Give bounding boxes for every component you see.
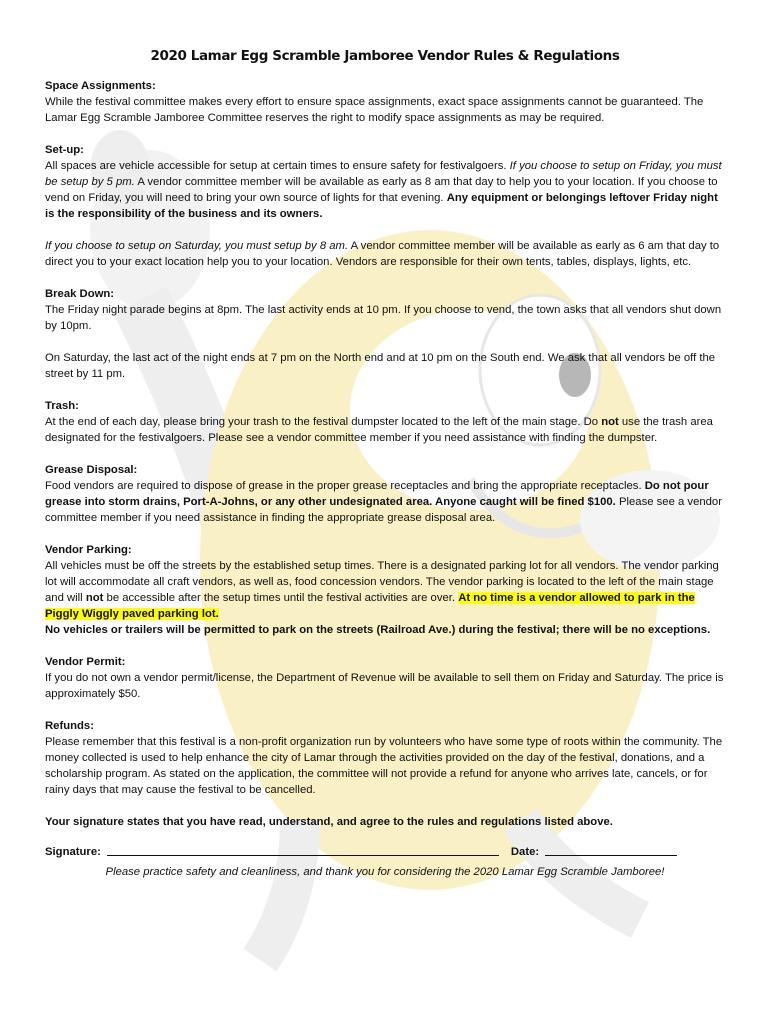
- closing-note: Please practice safety and cleanliness, and thank you for considering the 2020 Lamar Egg Scramble Jamboree!: [105, 866, 665, 878]
- breakdown-saturday-text: On Saturday, the last act of the night ends at 7 pm on the North end and at 10 pm on the South end. We ask that all vendors be off the street by 11 pm.: [45, 352, 716, 380]
- setup-friday-deadline: If you choose to setup on Friday, you must be setup by 5 pm.: [45, 160, 722, 188]
- signature-field[interactable]: [107, 844, 499, 856]
- grease-text-part: Food vendors are required to dispose of grease in the proper grease receptacles and bring the appropriate receptacles.: [45, 480, 645, 492]
- setup-section: [45, 142, 725, 270]
- date-label: Date:: [510, 846, 540, 858]
- vendor-rules-document: [45, 48, 725, 880]
- signature-row: [45, 844, 725, 860]
- parking-heading: Vendor Parking:: [45, 544, 132, 556]
- agreement-statement: Your signature states that you have read, understand, and agree to the rules and regulations listed above.: [45, 816, 613, 828]
- trash-section: [45, 398, 725, 446]
- parking-section: [45, 542, 725, 638]
- parking-text-part: All vehicles must be off the streets by the established setup times. There is a designated parking lot for all vendors. The vendor parking lot will accommodate all craft vendors, as well as, food concession vendors. The vendor parking is located to the left of the main stage and will: [45, 560, 719, 604]
- grease-text-part: Please see a vendor committee member if you need assistance in finding the appropriate grease disposal area.: [45, 496, 722, 524]
- parking-text: [45, 558, 725, 622]
- parking-text-part: be accessible after the setup times until the festival activities are over.: [103, 592, 459, 604]
- permit-heading: Vendor Permit:: [45, 656, 126, 668]
- setup-text: A vendor committee member will be available as early as 6 am that day to direct you to your exact location help you to your location. Vendors are responsible for their own tents, tables, displays, lights, etc.: [45, 240, 720, 268]
- setup-text: A vendor committee member will be available as early as 8 am that day to help you to your location. If you choose to vend on Friday, you will need to bring your own source of lights for that evening.: [45, 176, 718, 204]
- grease-section: [45, 462, 725, 526]
- trash-text-part: At the end of each day, please bring your trash to the festival dumpster located to the left of the main stage. Do: [45, 416, 602, 428]
- trash-text-part: use the trash area designated for the festivalgoers. Please see a vendor committee member if you need assistance with finding the dumpster.: [45, 416, 713, 444]
- trash-text: [45, 414, 725, 446]
- setup-friday-responsibility: Any equipment or belongings leftover Friday night is the responsibility of the business and its owners.: [45, 192, 718, 220]
- setup-paragraph-saturday: [45, 238, 725, 270]
- parking-emphasis: not: [85, 592, 104, 604]
- parking-final-rule: No vehicles or trailers will be permitted to park on the streets (Railroad Ave.) during the festival; there will be no exceptions.: [45, 624, 711, 636]
- page-title: 2020 Lamar Egg Scramble Jamboree Vendor Rules & Regulations: [150, 48, 620, 64]
- refunds-heading: Refunds:: [45, 720, 94, 732]
- grease-warning: Do not pour grease into storm drains, Port-A-Johns, or any other undesignated area. Anyone caught will be fined $100.: [45, 480, 709, 508]
- space-assignments-text: While the festival committee makes every effort to ensure space assignments, exact space assignments cannot be guaranteed. The Lamar Egg Scramble Jamboree Committee reserves the right to modify space assignments as may be required.: [45, 96, 704, 124]
- breakdown-heading: Break Down:: [45, 288, 115, 300]
- trash-emphasis: not: [601, 416, 619, 428]
- setup-text: All spaces are vehicle accessible for setup at certain times to ensure safety for festivalgoers.: [45, 160, 510, 172]
- setup-paragraph-friday: [45, 158, 725, 222]
- space-assignments-heading: Space Assignments:: [45, 80, 156, 92]
- grease-text: [45, 478, 725, 526]
- refunds-text: Please remember that this festival is a non-profit organization run by volunteers who have some type of roots within the community. The money collected is used to help enhance the city of Lamar through the activities provided on the day of the festival, donations, and a scholarship program. As stated on the application, the committee will not provide a refund for anyone who arrives late, cancels, or for rainy days that may cause the festival to be cancelled.: [45, 736, 723, 796]
- setup-saturday-deadline: If you choose to setup on Saturday, you must setup by 8 am.: [45, 240, 349, 252]
- space-assignments-section: [45, 78, 725, 126]
- refunds-section: [45, 718, 725, 798]
- setup-heading: Set-up:: [45, 144, 84, 156]
- parking-highlight: At no time is a vendor allowed to park in the Piggly Wiggly paved parking lot.: [45, 592, 695, 620]
- date-field[interactable]: [545, 844, 677, 856]
- grease-heading: Grease Disposal:: [45, 464, 138, 476]
- breakdown-section: [45, 286, 725, 382]
- permit-section: [45, 654, 725, 702]
- breakdown-friday-text: The Friday night parade begins at 8pm. The last activity ends at 10 pm. If you choose to vend, the town asks that all vendors shut down by 10pm.: [45, 304, 722, 332]
- permit-text: If you do not own a vendor permit/license, the Department of Revenue will be available to sell them on Friday and Saturday. The price is approximately $50.: [45, 672, 724, 700]
- trash-heading: Trash:: [45, 400, 79, 412]
- signature-label: Signature:: [45, 846, 101, 858]
